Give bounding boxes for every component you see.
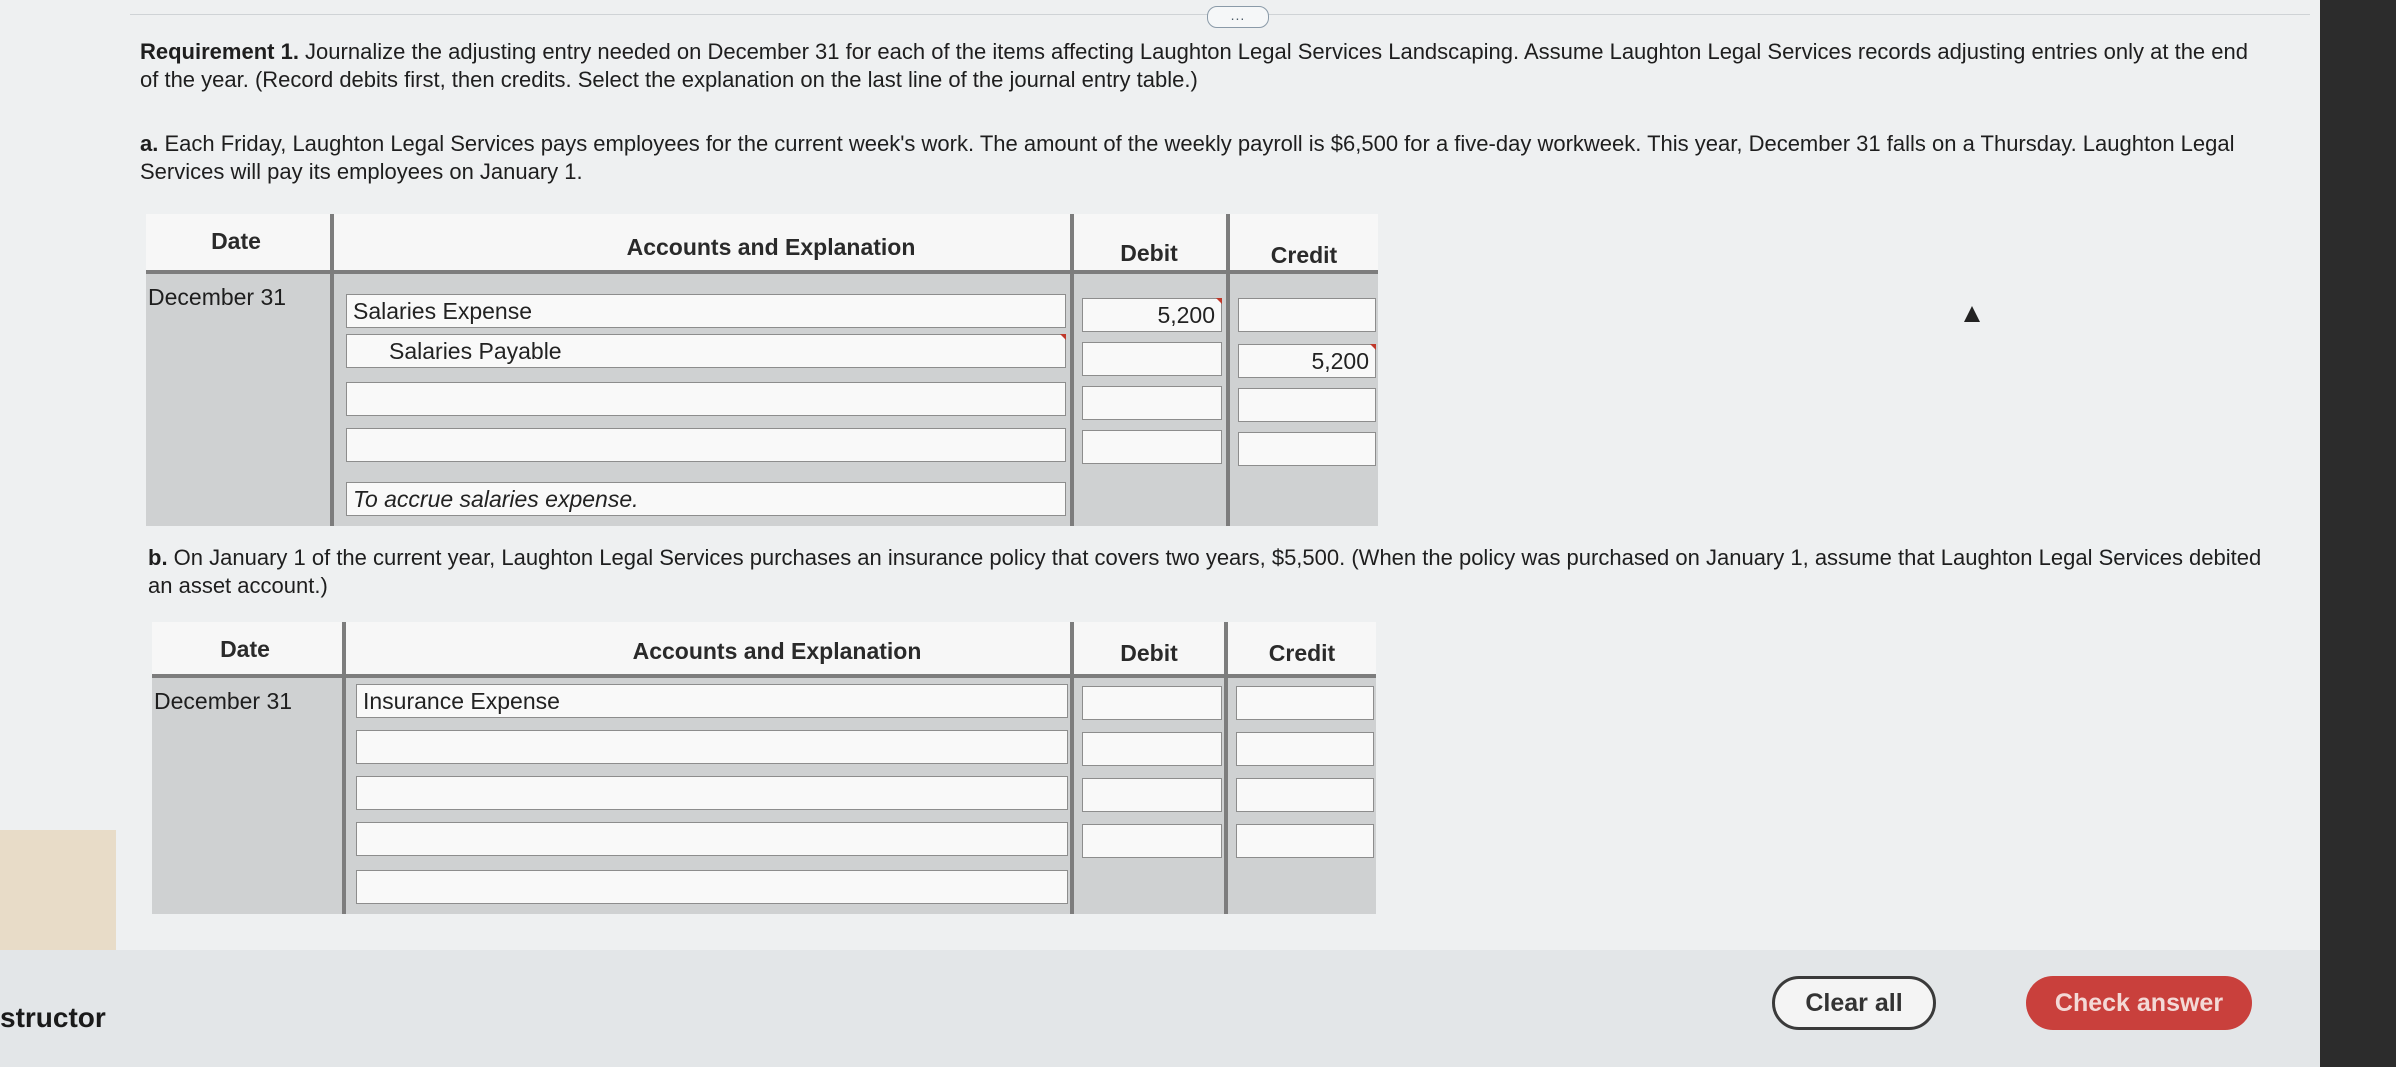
column-divider: [1070, 622, 1074, 914]
column-divider: [330, 214, 334, 526]
account-select-row-1[interactable]: Salaries Expense: [346, 294, 1066, 328]
explanation-select[interactable]: [356, 870, 1068, 904]
part-a-body: Each Friday, Laughton Legal Services pays employees for the current week's work. The amount of the weekly payroll is $6,500 for a five-day workweek. This year, December 31 falls on a Thursday. Laughton Legal Services will pay its employees on January 1.: [140, 131, 2235, 184]
pointer-cursor-icon: [1964, 306, 1980, 322]
more-options-button[interactable]: ...: [1207, 6, 1269, 28]
sidebar-label: structor: [0, 1002, 106, 1033]
part-a-label: a.: [140, 131, 159, 156]
part-b-text: [148, 544, 2278, 600]
header-accounts: Accounts and Explanation: [626, 234, 916, 260]
credit-input-row-4[interactable]: [1238, 432, 1376, 466]
screen-bezel: [2320, 0, 2396, 1067]
requirement-heading: Requirement 1.: [140, 39, 299, 64]
credit-input-row-4[interactable]: [1236, 824, 1374, 858]
account-select-row-3[interactable]: [346, 382, 1066, 416]
account-select-row-4[interactable]: [346, 428, 1066, 462]
header-debit: Debit: [1120, 240, 1178, 266]
header-credit: Credit: [1268, 640, 1336, 666]
sidebar-strip: [0, 830, 116, 950]
credit-input-row-2[interactable]: 5,200: [1238, 344, 1376, 378]
edit-marker: [1216, 298, 1222, 304]
check-answer-button[interactable]: Check answer: [2026, 976, 2252, 1030]
requirement-body: Journalize the adjusting entry needed on December 31 for each of the items affecting Laughton Legal Services Landscaping. Assume Laughton Legal Services records adjusting entries only at the end of the year. (Record debits first, then credits. Select the explanation on the last line of the journal entry table.): [140, 39, 2248, 92]
header-date: Date: [211, 228, 261, 254]
account-select-row-4[interactable]: [356, 822, 1068, 856]
credit-input-row-3[interactable]: [1238, 388, 1376, 422]
debit-input-row-3[interactable]: [1082, 778, 1222, 812]
header-debit: Debit: [1120, 640, 1178, 666]
edit-marker: [1060, 334, 1066, 340]
entry-date: December 31: [154, 688, 293, 714]
debit-input-row-4[interactable]: [1082, 824, 1222, 858]
journal-table-b: [152, 622, 1376, 914]
account-select-row-2[interactable]: Salaries Payable: [346, 334, 1066, 368]
header-date: Date: [220, 636, 270, 662]
edit-marker: [1370, 344, 1376, 350]
column-divider: [1224, 622, 1228, 914]
header-accounts: Accounts and Explanation: [632, 638, 922, 664]
column-divider: [342, 622, 346, 914]
credit-input-row-2[interactable]: [1236, 732, 1374, 766]
credit-input-row-1[interactable]: [1236, 686, 1374, 720]
part-b-label: b.: [148, 545, 168, 570]
credit-input-row-1[interactable]: [1238, 298, 1376, 332]
clear-all-button[interactable]: Clear all: [1772, 976, 1936, 1030]
credit-input-row-3[interactable]: [1236, 778, 1374, 812]
entry-date: December 31: [148, 284, 287, 310]
account-select-row-2[interactable]: [356, 730, 1068, 764]
column-divider: [1226, 214, 1230, 526]
debit-input-row-1[interactable]: 5,200: [1082, 298, 1222, 332]
part-b-body: On January 1 of the current year, Laughton Legal Services purchases an insurance policy that covers two years, $5,500. (When the policy was purchased on January 1, assume that Laughton Legal Services debited an asset account.): [148, 545, 2262, 598]
header-divider: [152, 674, 1376, 678]
explanation-select[interactable]: To accrue salaries expense.: [346, 482, 1066, 516]
debit-input-row-2[interactable]: [1082, 732, 1222, 766]
requirement-text: [140, 38, 2270, 94]
column-divider: [1070, 214, 1074, 526]
header-credit: Credit: [1270, 242, 1338, 268]
debit-input-row-2[interactable]: [1082, 342, 1222, 376]
part-a-text: [140, 130, 2270, 186]
journal-table-a: [146, 214, 1378, 526]
debit-input-row-1[interactable]: [1082, 686, 1222, 720]
account-select-row-1[interactable]: Insurance Expense: [356, 684, 1068, 718]
debit-input-row-3[interactable]: [1082, 386, 1222, 420]
footer-bar: [0, 950, 2320, 1067]
account-select-row-3[interactable]: [356, 776, 1068, 810]
debit-input-row-4[interactable]: [1082, 430, 1222, 464]
